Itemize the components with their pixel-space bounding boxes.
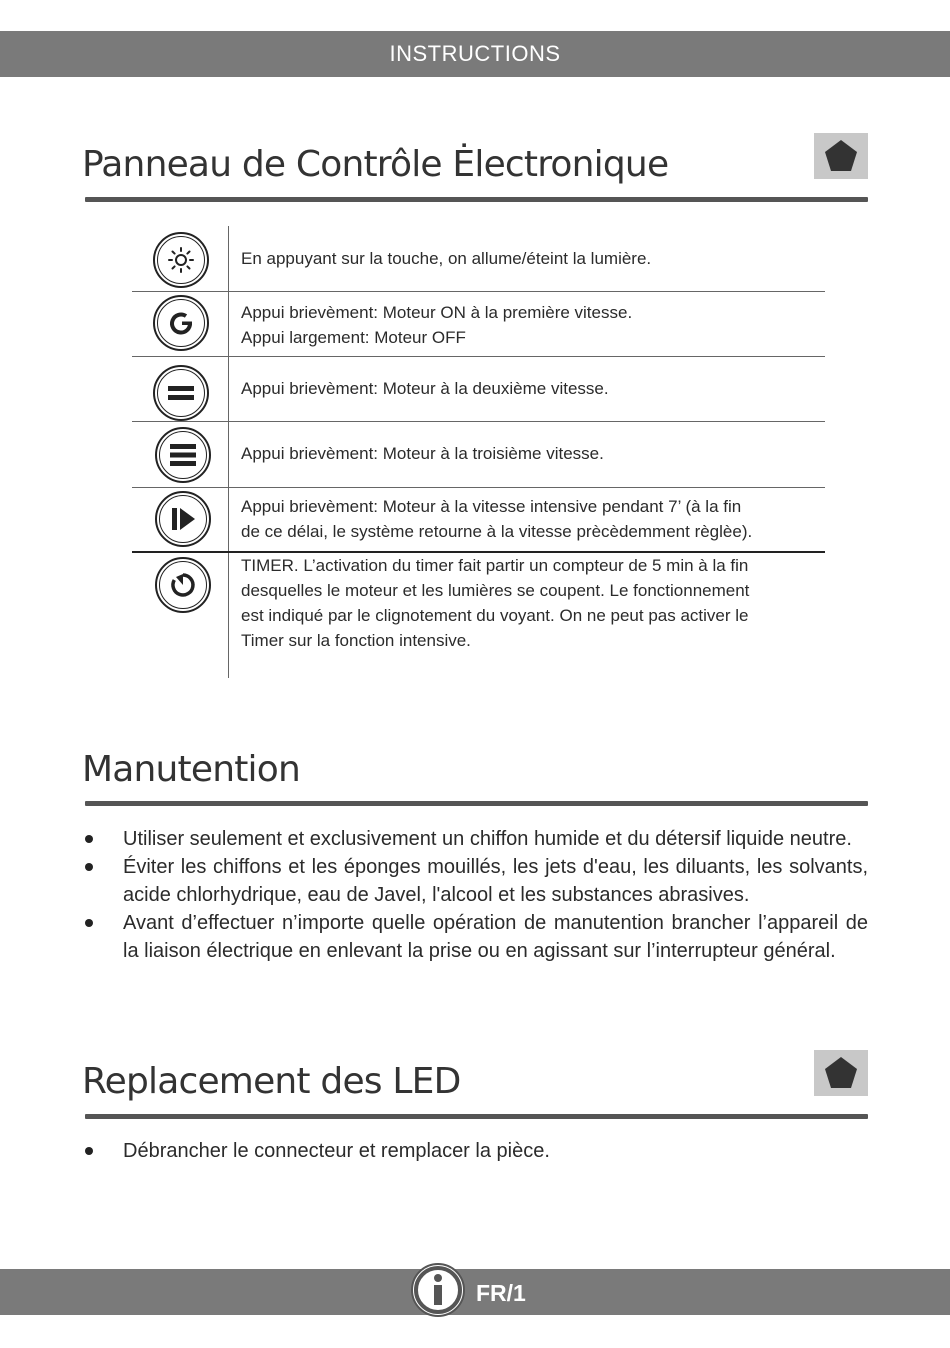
speed-3-button[interactable] — [155, 427, 211, 483]
pentagon-icon — [822, 137, 860, 175]
intensive-icon — [167, 503, 199, 535]
list-item: Débrancher le connecteur et remplacer la pièce. — [82, 1137, 868, 1165]
list-item: Avant d’effectuer n’importe quelle opération de manutention brancher l’appareil de la liaison électrique en enlevant la prise ou en agissant sur l’interrupteur général. — [82, 909, 868, 965]
intensive-button[interactable] — [155, 491, 211, 547]
footer-bar — [0, 1269, 950, 1315]
control-panel-title: Panneau de Contrôle Ėlectronique — [82, 144, 669, 185]
row-description: Appui brievèment: Moteur à la vitesse intensive pendant 7’ (à la fin de ce délai, le système retourne à la vitesse prècèdemment règlèe). — [241, 497, 753, 541]
timer-icon — [167, 569, 199, 601]
list-item: Utiliser seulement et exclusivement un chiffon humide et du détersif liquide neutre. — [82, 825, 868, 853]
row-description: Appui brievèment: Moteur ON à la première vitesse. Appui largement: Moteur OFF — [241, 303, 633, 347]
row-description: TIMER. L’activation du timer fait partir un compteur de 5 min à la fin desquelles le moteur et les lumières se coupent. Le fonctionnement est indiqué par le clignotement du voyant. On ne peut pas activer le Timer sur la fonction intensive. — [241, 556, 750, 650]
bullet — [85, 1147, 93, 1155]
page-number: FR/1 — [476, 1280, 526, 1306]
pentagon-icon — [822, 1054, 860, 1092]
header-bar — [0, 31, 950, 77]
row-separator — [132, 421, 825, 422]
speed-3-icon — [167, 439, 199, 471]
warning-badge — [814, 1050, 868, 1096]
control-panel-rule — [85, 197, 868, 202]
bullet — [85, 863, 93, 871]
row-description: Appui brievèment: Moteur à la troisième vitesse. — [241, 444, 604, 463]
row-separator — [132, 291, 825, 292]
timer-button[interactable] — [155, 557, 211, 613]
row-description: Appui brievèment: Moteur à la deuxième vitesse. — [241, 379, 609, 398]
row-separator — [132, 356, 825, 357]
list-item: Éviter les chiffons et les éponges mouillés, les jets d'eau, les diluants, les solvants, acide chlorhydrique, eau de Javel, l'alcool et les substances abrasives. — [82, 853, 868, 909]
bullet — [85, 919, 93, 927]
power-icon — [165, 307, 197, 339]
row-separator — [132, 487, 825, 488]
led-list — [82, 1137, 868, 1165]
led-title: Replacement des LED — [82, 1061, 461, 1102]
row-description: En appuyant sur la touche, on allume/éteint la lumière. — [241, 249, 652, 268]
maintenance-title: Manutention — [82, 749, 300, 790]
speed-2-icon — [165, 377, 197, 409]
led-rule — [85, 1114, 868, 1119]
table-divider — [228, 226, 229, 678]
light-button[interactable] — [153, 232, 209, 288]
bullet — [85, 835, 93, 843]
maintenance-rule — [85, 801, 868, 806]
speed-2-button[interactable] — [153, 365, 209, 421]
power-button[interactable] — [153, 295, 209, 351]
warning-badge — [814, 133, 868, 179]
control-table — [132, 226, 825, 678]
header-title: INSTRUCTIONS — [389, 41, 561, 66]
light-icon — [166, 245, 196, 275]
info-icon — [410, 1262, 466, 1318]
maintenance-list — [82, 825, 868, 965]
